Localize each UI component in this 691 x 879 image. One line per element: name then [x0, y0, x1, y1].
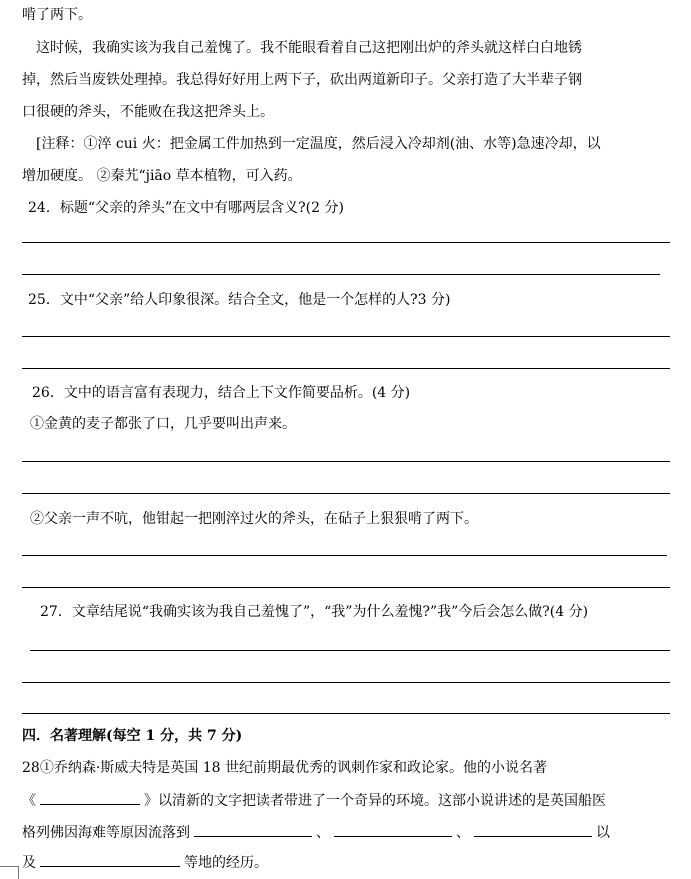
answer-line[interactable] [22, 336, 670, 337]
answer-line[interactable] [22, 555, 667, 556]
question-28-text: 及 [22, 855, 36, 871]
fill-blank-place-1[interactable] [194, 822, 312, 837]
question-28-line [22, 822, 671, 842]
answer-line[interactable] [22, 461, 670, 462]
section-heading: 四．名著理解(每空 1 分，共 7 分) [22, 728, 243, 744]
answer-line[interactable] [22, 368, 670, 369]
question-28-line: 28①乔纳森·斯威夫特是英国 18 世纪前期最优秀的讽刺作家和政论家。他的小说名著 [22, 760, 547, 776]
answer-line[interactable] [22, 493, 670, 494]
passage-line: 口很硬的斧头，不能败在我这把斧头上。 [22, 104, 274, 120]
question-28-text: 》以清新的文字把读者带进了一个奇异的环境。这部小说讲述的是英国船医 [144, 793, 606, 809]
separator: 、 [316, 825, 330, 841]
fill-blank-place-4[interactable] [40, 852, 180, 867]
question-28-text: 等地的经历。 [184, 855, 268, 871]
question-26-item-2: ②父亲一声不吭，他钳起一把刚淬过火的斧头，在砧子上狠狠啃了两下。 [30, 511, 478, 527]
question-25: 25．文中“父亲”给人印象很深。结合全文，他是一个怎样的人?3 分) [28, 292, 451, 308]
passage-line: 啃了两下。 [22, 7, 92, 23]
passage-line: 这时候，我确实该为我自己羞愧了。我不能眼看着自己这把刚出炉的斧头就这样白白地锈 [36, 40, 582, 56]
annotation-line: 增加硬度。 ②秦艽“jiāo 草本植物，可入药。 [22, 168, 302, 184]
fill-blank-book-title[interactable] [40, 790, 140, 805]
fill-blank-place-2[interactable] [334, 822, 452, 837]
answer-line[interactable] [22, 587, 670, 588]
question-28-text: 格列佛因海难等原因流落到 [22, 825, 190, 841]
answer-line[interactable] [30, 650, 670, 651]
question-28-line [22, 790, 671, 810]
question-26-item-1: ①金黄的麦子都张了口，几乎要叫出声来。 [30, 416, 296, 432]
question-28-line [22, 852, 671, 872]
answer-line[interactable] [22, 274, 660, 275]
fill-blank-place-3[interactable] [474, 822, 592, 837]
annotation-line: [注释：①淬 cui 火：把金属工件加热到一定温度，然后浸入冷却剂(油、水等)急速冷却，以 [36, 136, 601, 152]
question-28-text: 以 [596, 825, 610, 841]
answer-line[interactable] [22, 713, 670, 714]
page-frame-corner [0, 866, 19, 879]
answer-line[interactable] [22, 682, 670, 683]
answer-line[interactable] [22, 242, 670, 243]
book-title-open: 《 [22, 793, 36, 809]
separator: 、 [456, 825, 470, 841]
question-26: 26．文中的语言富有表现力，结合上下文作简要品析。(4 分) [32, 385, 411, 401]
passage-line: 掉，然后当废铁处理掉。我总得好好用上两下子，砍出两道新印子。父亲打造了大半辈子钢 [22, 72, 582, 88]
question-24: 24．标题“父亲的斧头”在文中有哪两层含义?(2 分) [28, 200, 344, 216]
question-27: 27．文章结尾说“我确实该为我自己羞愧了”，“我”为什么羞愧?”我”今后会怎么做?(4 分) [40, 604, 589, 620]
